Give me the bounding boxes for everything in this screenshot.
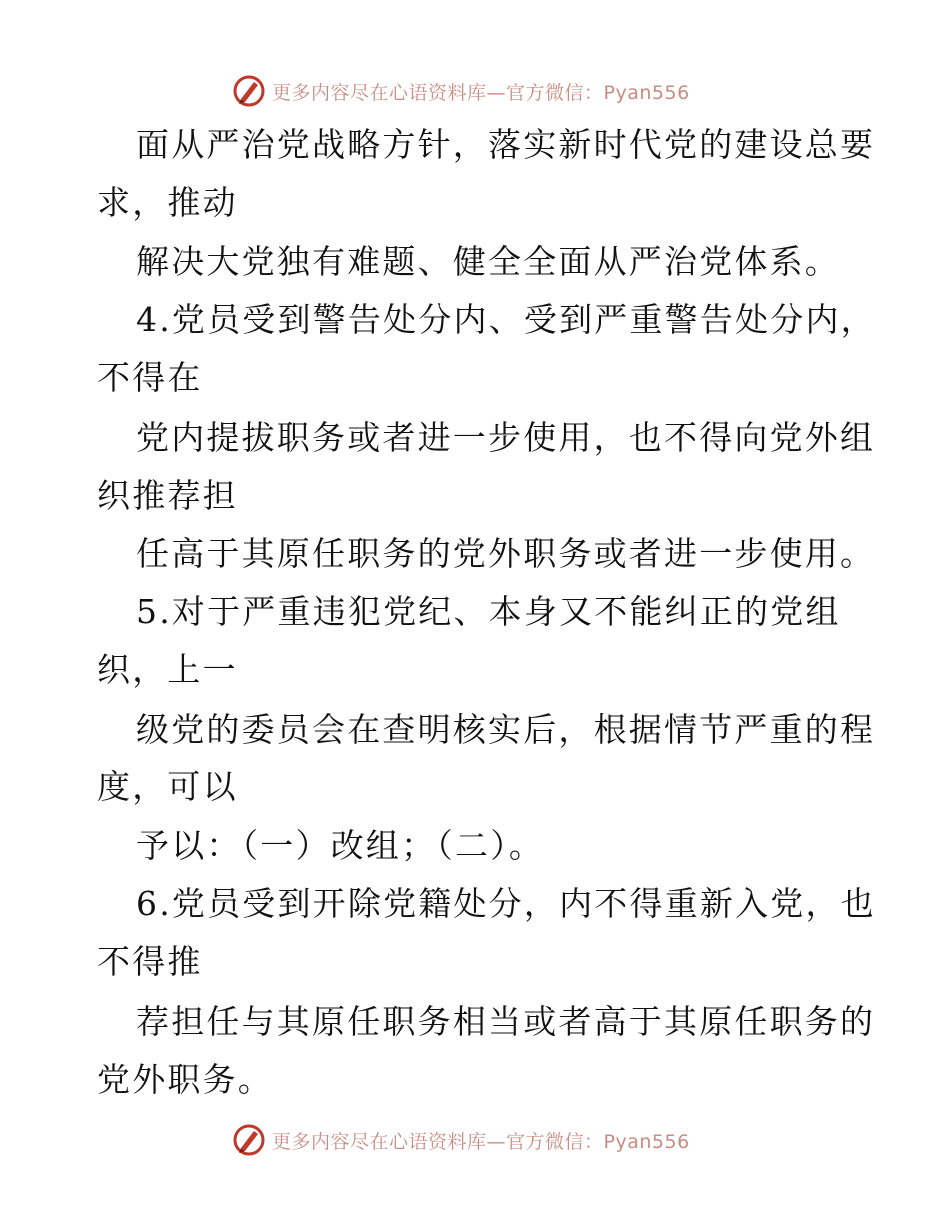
text-line: 党内提拔职务或者进一步使用，也不得向党外组 xyxy=(136,418,876,457)
footer-banner xyxy=(232,1123,690,1157)
text-line: 党外职务。 xyxy=(97,1060,273,1099)
text-line: 求，推动 xyxy=(97,183,238,222)
text-line: 度，可以 xyxy=(97,767,238,806)
text-line: 5.对于严重违犯党纪、本身又不能纠正的党组 xyxy=(136,592,841,631)
text-line: 级党的委员会在查明核实后，根据情节严重的程 xyxy=(136,710,876,749)
text-line: 任高于其原任职务的党外职务或者进一步使用。 xyxy=(136,534,876,573)
text-line: 予以：（一）改组；（二）。 xyxy=(136,826,545,865)
text-line: 6.党员受到开除党籍处分，内不得重新入党，也 xyxy=(136,884,876,923)
text-line: 不得推 xyxy=(97,942,203,981)
text-line: 荐担任与其原任职务相当或者高于其原任职务的 xyxy=(136,1002,876,1041)
pen-in-circle-icon xyxy=(232,1123,266,1157)
text-line: 4.党员受到警告处分内、受到严重警告处分内， xyxy=(136,300,876,339)
text-line: 不得在 xyxy=(97,358,203,397)
header-banner-text: 更多内容尽在心语资料库—官方微信：Pyan556 xyxy=(272,81,690,104)
text-line: 织，上一 xyxy=(97,650,238,689)
text-line: 面从严治党战略方针，落实新时代党的建设总要 xyxy=(136,125,876,164)
text-line: 解决大党独有难题、健全全面从严治党体系。 xyxy=(136,242,840,281)
pen-in-circle-icon xyxy=(232,74,266,108)
footer-banner-text: 更多内容尽在心语资料库—官方微信：Pyan556 xyxy=(272,1130,690,1153)
text-line: 织推荐担 xyxy=(97,476,238,515)
header-banner xyxy=(232,74,690,108)
